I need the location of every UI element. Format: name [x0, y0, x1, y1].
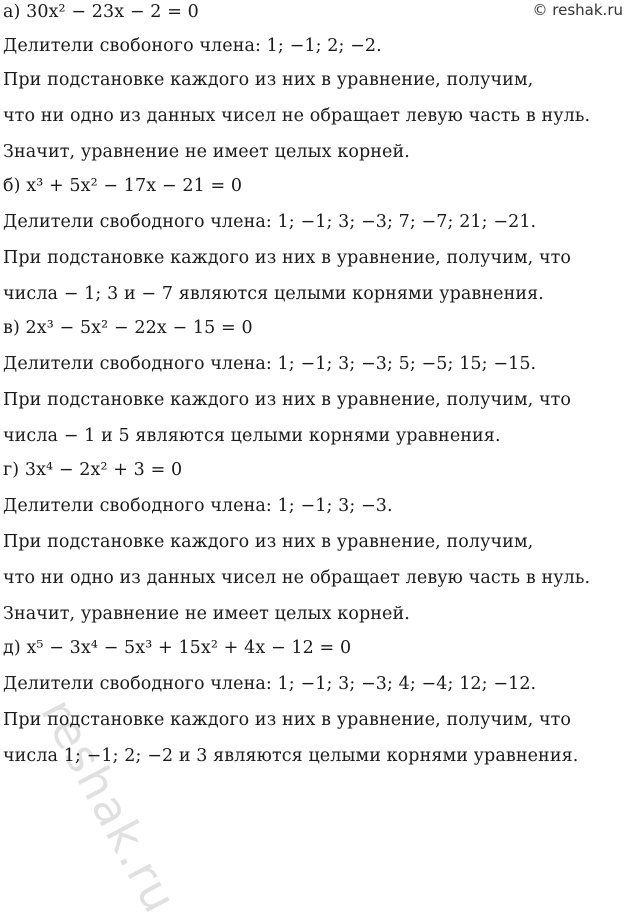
- substitution-b: При подстановке каждого из них в уравнение, получим, что: [3, 248, 572, 268]
- result-b: числа − 1; 3 и − 7 являются целыми корнями уравнения.: [3, 284, 544, 304]
- result-v: числа − 1 и 5 являются целыми корнями уравнения.: [3, 426, 501, 446]
- equation-a: а) 30x² − 23x − 2 = 0: [3, 2, 199, 22]
- result-d: числа 1; −1; 2; −2 и 3 являются целыми корнями уравнения.: [3, 746, 579, 766]
- substitution-g: При подстановке каждого из них в уравнение, получим,: [3, 532, 534, 552]
- substitution-d: При подстановке каждого из них в уравнение, получим, что: [3, 710, 572, 730]
- substitution-v: При подстановке каждого из них в уравнение, получим, что: [3, 390, 572, 410]
- conclusion-a: Значит, уравнение не имеет целых корней.: [3, 142, 410, 162]
- divisors-v: Делители свободного члена: 1; −1; 3; −3; 5; −5; 15; −15.: [3, 354, 537, 374]
- result-a-1: что ни одно из данных чисел не обращает левую часть в нуль.: [3, 106, 591, 126]
- conclusion-g: Значит, уравнение не имеет целых корней.: [3, 604, 410, 624]
- result-g-1: что ни одно из данных чисел не обращает левую часть в нуль.: [3, 568, 591, 588]
- divisors-b: Делители свободного члена: 1; −1; 3; −3; 7; −7; 21; −21.: [3, 212, 537, 232]
- divisors-g: Делители свободного члена: 1; −1; 3; −3.: [3, 496, 393, 516]
- equation-d: д) x⁵ − 3x⁴ − 5x³ + 15x² + 4x − 12 = 0: [3, 638, 352, 658]
- reshak-watermark: © reshak.ru: [532, 1, 623, 19]
- divisors-a: Делители свобоного члена: 1; −1; 2; −2.: [3, 36, 382, 56]
- diagonal-watermark: reshak.ru: [30, 690, 189, 923]
- equation-v: в) 2x³ − 5x² − 22x − 15 = 0: [3, 318, 253, 338]
- substitution-a: При подстановке каждого из них в уравнение, получим,: [3, 70, 534, 90]
- divisors-d: Делители свободного члена: 1; −1; 3; −3; 4; −4; 12; −12.: [3, 674, 537, 694]
- equation-g: г) 3x⁴ − 2x² + 3 = 0: [3, 460, 183, 480]
- equation-b: б) x³ + 5x² − 17x − 21 = 0: [3, 176, 243, 196]
